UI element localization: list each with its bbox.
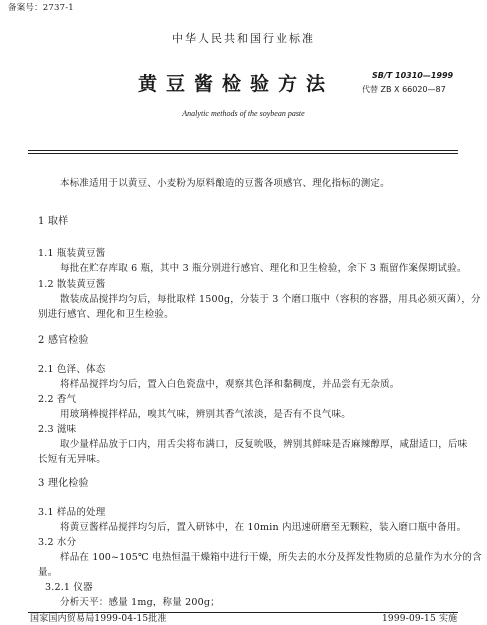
english-title: Analytic methods of the soybean paste (182, 109, 305, 118)
clause-2-1-heading: 2.1 色泽、体态 (38, 364, 106, 375)
issuer-heading: 中华人民共和国行业标准 (172, 32, 315, 45)
clause-2-3-text-line-2: 长短有无异味。 (38, 454, 106, 465)
record-number: 备案号：2737-1 (8, 3, 74, 13)
clause-1-1-heading: 1.1 瓶装黄豆酱 (38, 248, 106, 259)
clause-2-2-text: 用玻璃棒搅拌样品，嗅其气味，辨别其香气浓淡，是否有不良气味。 (60, 409, 352, 420)
approval-date: 国家国内贸易局1999-04-15批准 (30, 614, 167, 624)
clause-2-2-heading: 2.2 香气 (38, 394, 77, 405)
section-1-heading: 1 取样 (38, 216, 69, 227)
clause-1-1-text: 每批在贮存库取 6 瓶，其中 3 瓶分别进行感官、理化和卫生检验，余下 3 瓶留作案保期试验。 (60, 263, 467, 274)
clause-1-2-heading: 1.2 散装黄豆酱 (38, 279, 106, 290)
clause-2-1-text: 将样品搅拌均匀后，置入白色瓷盘中，观察其色泽和黏稠度，并品尝有无杂质。 (60, 379, 400, 390)
replaces-standard: 代替 ZB X 66020—87 (362, 85, 446, 94)
standard-number: SB/T 10310—1999 (372, 71, 454, 80)
clause-3-2-text-line-2: 量。 (38, 567, 58, 578)
clause-3-2-text-line-1: 样品在 100~105℃ 电热恒温干燥箱中进行干燥，所失去的水分及挥发性物质的总量作为水分的含 (60, 552, 482, 563)
document-title: 黄豆酱检验方法 (138, 73, 335, 95)
clause-2-3-heading: 2.3 滋味 (38, 424, 77, 435)
clause-3-1-text: 将黄豆酱样品搅拌均匀后，置入研钵中，在 10min 内迅速研磨至无颗粒，装入磨口瓶中备用。 (60, 522, 467, 533)
section-2-heading: 2 感官检验 (38, 335, 89, 346)
clause-1-2-text-line-1: 散装成品搅拌均匀后，每批取样 1500g，分装于 3 个磨口瓶中（容积的容器，用具必须灭菌），分 (60, 294, 481, 305)
clause-3-2-1-heading: 3.2.1 仪器 (45, 582, 93, 593)
header-rule-bottom (28, 153, 458, 154)
clause-1-2-text-line-2: 别进行感官、理化和卫生检验。 (38, 309, 174, 320)
clause-3-2-1-text: 分析天平：感量 1mg，称量 200g； (60, 597, 220, 608)
clause-3-2-heading: 3.2 水分 (38, 537, 77, 548)
implementation-date: 1999-09-15 实施 (382, 614, 458, 624)
clause-3-1-heading: 3.1 样品的处理 (38, 507, 106, 518)
header-rule-top (28, 150, 458, 151)
clause-2-3-text-line-1: 取少量样品放于口内，用舌尖将布满口，反复吮吸，辨别其鲜味是否麻辣醇厚，咸甜适口，后味 (60, 439, 468, 450)
section-3-heading: 3 理化检验 (38, 478, 89, 489)
intro-paragraph: 本标准适用于以黄豆、小麦粉为原料酿造的豆酱各项感官、理化指标的测定。 (60, 178, 390, 189)
